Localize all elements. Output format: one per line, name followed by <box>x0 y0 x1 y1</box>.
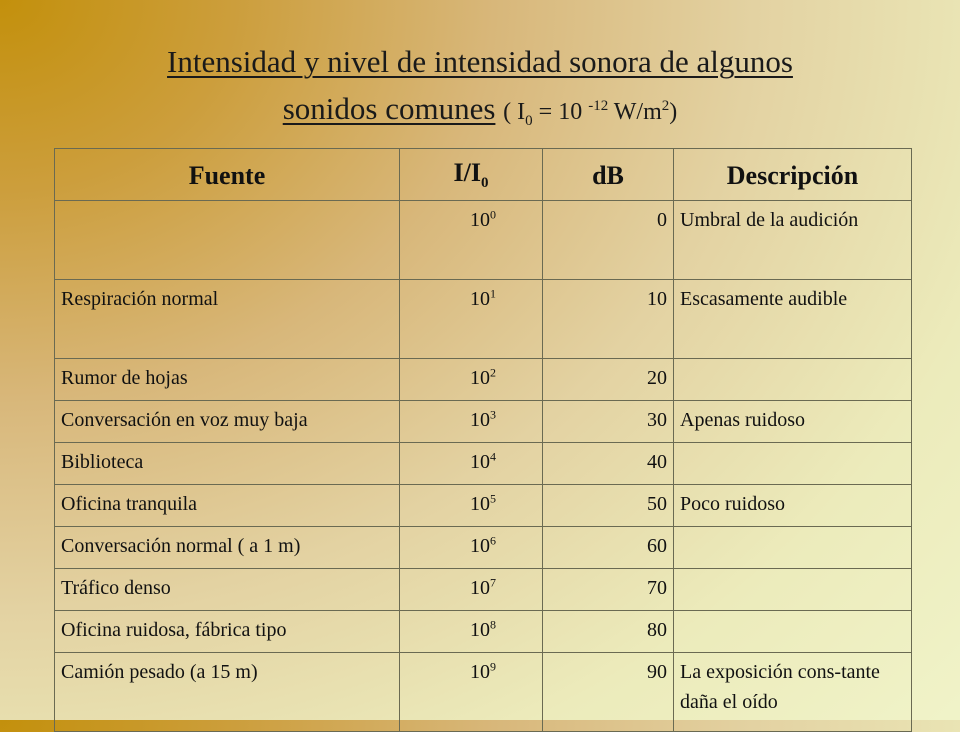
header-ratio: $I/I_0$ <box>400 149 543 201</box>
cell-db: 50 <box>543 485 674 527</box>
cell-db: 0 <box>543 201 674 280</box>
cell-descripcion <box>674 359 912 401</box>
cell-ratio: $10^8$ <box>400 611 543 653</box>
cell-ratio: $10^6$ <box>400 527 543 569</box>
cell-fuente: Rumor de hojas <box>55 359 400 401</box>
cell-fuente: Camión pesado (a 15 m) <box>55 653 400 732</box>
cell-ratio: $10^1$ <box>400 280 543 359</box>
cell-fuente: Conversación normal ( a 1 m) <box>55 527 400 569</box>
table-row <box>55 280 912 359</box>
cell-descripcion <box>674 611 912 653</box>
table-row <box>55 359 912 401</box>
cell-descripcion: Escasamente audible <box>674 280 912 359</box>
cell-fuente: Respiración normal <box>55 280 400 359</box>
cell-ratio: $10^7$ <box>400 569 543 611</box>
cell-db: 40 <box>543 443 674 485</box>
sound-intensity-table <box>54 148 912 732</box>
title-line-2: sonidos comunes <box>282 91 496 126</box>
header-descripcion: Descripción <box>674 149 912 201</box>
cell-descripcion: La exposición cons-tante daña el oído <box>674 653 912 732</box>
cell-ratio: $10^9$ <box>400 653 543 732</box>
title-formula: ( $I_0 = 10$ $^{-12}$ $W/m^2$) <box>503 98 678 129</box>
cell-db: 90 <box>543 653 674 732</box>
slide-title <box>60 40 900 143</box>
cell-ratio: $10^5$ <box>400 485 543 527</box>
cell-descripcion: Apenas ruidoso <box>674 401 912 443</box>
cell-db: 10 <box>543 280 674 359</box>
table-row <box>55 485 912 527</box>
table-row <box>55 201 912 280</box>
cell-fuente: Conversación en voz muy baja <box>55 401 400 443</box>
cell-db: 80 <box>543 611 674 653</box>
table-row <box>55 569 912 611</box>
table-row <box>55 401 912 443</box>
cell-fuente: Oficina ruidosa, fábrica tipo <box>55 611 400 653</box>
table-header-row <box>55 149 912 201</box>
cell-ratio: $10^2$ <box>400 359 543 401</box>
cell-ratio: $10^0$ <box>400 201 543 280</box>
cell-fuente: Biblioteca <box>55 443 400 485</box>
cell-fuente: Tráfico denso <box>55 569 400 611</box>
cell-db: 30 <box>543 401 674 443</box>
cell-descripcion <box>674 527 912 569</box>
cell-fuente: Oficina tranquila <box>55 485 400 527</box>
cell-fuente <box>55 201 400 280</box>
cell-descripcion <box>674 569 912 611</box>
cell-descripcion <box>674 443 912 485</box>
cell-ratio: $10^3$ <box>400 401 543 443</box>
table-row <box>55 443 912 485</box>
header-fuente: Fuente <box>55 149 400 201</box>
title-line-1: Intensidad y nivel de intensidad sonora de algunos <box>167 44 793 79</box>
header-db: dB <box>543 149 674 201</box>
cell-descripcion: Umbral de la audición <box>674 201 912 280</box>
table-row <box>55 527 912 569</box>
cell-db: 20 <box>543 359 674 401</box>
cell-ratio: $10^4$ <box>400 443 543 485</box>
cell-descripcion: Poco ruidoso <box>674 485 912 527</box>
cell-db: 70 <box>543 569 674 611</box>
cell-db: 60 <box>543 527 674 569</box>
table-row <box>55 611 912 653</box>
